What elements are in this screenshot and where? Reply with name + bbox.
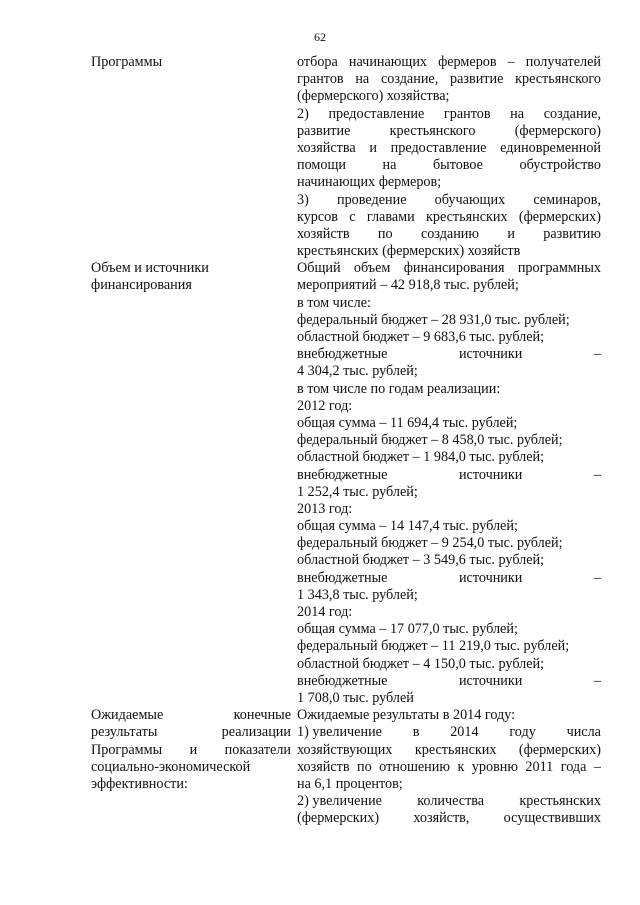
text-line: общая сумма – 14 147,4 тыс. рублей;: [297, 518, 518, 535]
word: (фермерских): [518, 208, 601, 225]
text-line: [297, 106, 601, 123]
text-line: [297, 467, 601, 484]
word: и: [507, 225, 515, 242]
text-line: 4 304,2 тыс. рублей;: [297, 363, 418, 380]
text-line: [297, 123, 601, 140]
word: –: [593, 758, 601, 775]
text-line: Ожидаемые результаты в 2014 году:: [297, 707, 516, 724]
text-line: областной бюджет – 9 683,6 тыс. рублей;: [297, 329, 545, 345]
text-line: областной бюджет – 4 150,0 тыс. рублей;: [297, 655, 545, 672]
word: хозяйствующих: [297, 741, 393, 758]
word: уровню: [471, 758, 518, 775]
word: грантов: [297, 71, 344, 88]
word: курсов: [297, 208, 338, 225]
word: на: [382, 157, 397, 174]
text-line: [297, 724, 601, 741]
word: –: [593, 346, 601, 363]
word: осуществивших: [503, 810, 601, 827]
word: 3): [297, 191, 309, 208]
word: предоставление: [390, 139, 487, 156]
word: –: [593, 466, 601, 483]
word: создание,: [543, 105, 601, 122]
text-line: [297, 810, 601, 827]
text-line: [297, 226, 601, 243]
text-line: 2014 год:: [297, 604, 353, 620]
word: отбора: [297, 54, 338, 70]
text-line: крестьянских (фермерских) хозяйств: [297, 243, 521, 260]
programs-section: [91, 54, 601, 260]
word: –: [593, 672, 601, 689]
text-line: [297, 742, 601, 759]
word: с: [349, 208, 356, 225]
section-value: [297, 54, 601, 260]
text-line: [297, 71, 601, 88]
word: источники: [458, 466, 523, 483]
text-line: [297, 570, 601, 587]
word: созданию: [420, 225, 479, 242]
word: внебюджетные: [297, 569, 388, 586]
text-line: федеральный бюджет – 8 458,0 тыс. рублей;: [297, 432, 563, 449]
word: (фермерского): [514, 122, 601, 139]
word: главами: [366, 208, 415, 225]
text-line: [297, 209, 601, 226]
text-line: 1 708,0 тыс. рублей: [297, 689, 414, 706]
word: финансирования: [403, 260, 505, 277]
word: начинающих: [348, 54, 428, 70]
word: Общий: [297, 260, 341, 277]
text-line: областной бюджет – 3 549,6 тыс. рублей;: [297, 552, 545, 569]
word: и: [369, 139, 377, 156]
word: хозяйств,: [413, 810, 470, 827]
label-line: Ожидаемые конечные: [91, 707, 291, 724]
label-line: Объем и источники: [91, 260, 209, 277]
word: крестьянского: [515, 71, 601, 88]
label-line: социально-экономической: [91, 758, 251, 775]
word: 2) увеличение: [297, 793, 382, 810]
text-line: [297, 192, 601, 209]
word: –: [507, 54, 515, 70]
text-line: [297, 346, 601, 363]
text-line: [297, 140, 601, 157]
text-line: федеральный бюджет – 28 931,0 тыс. рублей;: [297, 311, 570, 328]
word: крестьянского: [389, 122, 476, 139]
word: внебюджетные: [297, 346, 388, 363]
word: семинаров,: [533, 191, 601, 208]
section-label: [91, 707, 291, 827]
word: бытовое: [432, 157, 483, 174]
word: (фермерских): [297, 810, 380, 827]
label-line: эффективности:: [91, 775, 188, 792]
word: обучающих: [434, 191, 506, 208]
label-line: финансирования: [91, 277, 192, 294]
text-line: 1 252,4 тыс. рублей;: [297, 483, 418, 500]
word: объем: [353, 260, 391, 277]
section-value: [297, 260, 601, 707]
word: проведение: [336, 191, 407, 208]
text-line: федеральный бюджет – 9 254,0 тыс. рублей;: [297, 535, 563, 552]
text-line: [297, 260, 601, 277]
text-line: начинающих фермеров;: [297, 174, 442, 191]
word: грантов: [443, 105, 491, 122]
word: программных: [517, 260, 601, 277]
word: обустройство: [519, 157, 601, 174]
section-value: [297, 707, 601, 827]
text-line: на 6,1 процентов;: [297, 775, 403, 792]
word: –: [593, 569, 601, 586]
word: хозяйств: [297, 225, 350, 242]
word: внебюджетные: [297, 466, 388, 483]
text-line: общая сумма – 17 077,0 тыс. рублей;: [297, 621, 518, 638]
word: по: [377, 225, 393, 242]
word: развитию: [543, 225, 601, 242]
word: источники: [458, 569, 523, 586]
word: развитие: [450, 71, 504, 88]
word: в: [412, 724, 420, 741]
text-line: мероприятий – 42 918,8 тыс. рублей;: [297, 277, 519, 294]
text-line: [297, 759, 601, 776]
word: хозяйства: [297, 139, 356, 156]
word: 2): [297, 105, 309, 122]
text-line: [297, 793, 601, 810]
text-line: в том числе по годам реализации:: [297, 380, 501, 397]
word: крестьянских: [426, 208, 508, 225]
word: на: [510, 105, 525, 122]
text-line: областной бюджет – 1 984,0 тыс. рублей;: [297, 449, 545, 466]
word: количества: [417, 793, 485, 810]
text-line: [297, 157, 601, 174]
page-number: 62: [314, 30, 326, 44]
word: крестьянских: [519, 793, 601, 810]
word: получателей: [525, 54, 601, 70]
financing-section: [91, 260, 601, 707]
text-line: 2013 год:: [297, 500, 353, 517]
text-line: 2012 год:: [297, 397, 353, 414]
label-line: Программы: [91, 54, 163, 70]
section-label: [91, 54, 291, 260]
word: отношению: [379, 758, 450, 775]
text-line: [297, 54, 601, 71]
word: внебюджетные: [297, 672, 388, 689]
label-line: результаты реализации: [91, 724, 291, 741]
word: (фермерских): [518, 741, 601, 758]
word: к: [457, 758, 465, 775]
word: 2014: [450, 724, 479, 741]
text-line: федеральный бюджет – 11 219,0 тыс. рублей;: [297, 638, 570, 655]
text-line: общая сумма – 11 694,4 тыс. рублей;: [297, 414, 518, 431]
text-line: [297, 673, 601, 690]
word: 1) увеличение: [297, 724, 382, 741]
word: году: [509, 724, 536, 741]
word: хозяйств: [297, 758, 350, 775]
word: источники: [458, 672, 523, 689]
word: числа: [566, 724, 601, 741]
word: источники: [458, 346, 523, 363]
word: создание,: [380, 71, 439, 88]
word: помощи: [297, 157, 347, 174]
word: предоставление: [328, 105, 425, 122]
passport-table: [91, 54, 601, 827]
expected-results-section: [91, 707, 601, 827]
word: единовременной: [500, 139, 601, 156]
word: 2011: [525, 758, 554, 775]
word: крестьянских: [414, 741, 497, 758]
text-line: (фермерского) хозяйства;: [297, 88, 450, 105]
section-label: [91, 260, 291, 707]
text-line: в том числе:: [297, 294, 371, 311]
word: на: [355, 71, 370, 88]
word: по: [357, 758, 372, 775]
word: развитие: [297, 122, 351, 139]
word: фермеров: [438, 54, 497, 70]
word: года: [560, 758, 587, 775]
text-line: 1 343,8 тыс. рублей;: [297, 586, 418, 603]
label-line: Программы и показатели: [91, 741, 291, 758]
